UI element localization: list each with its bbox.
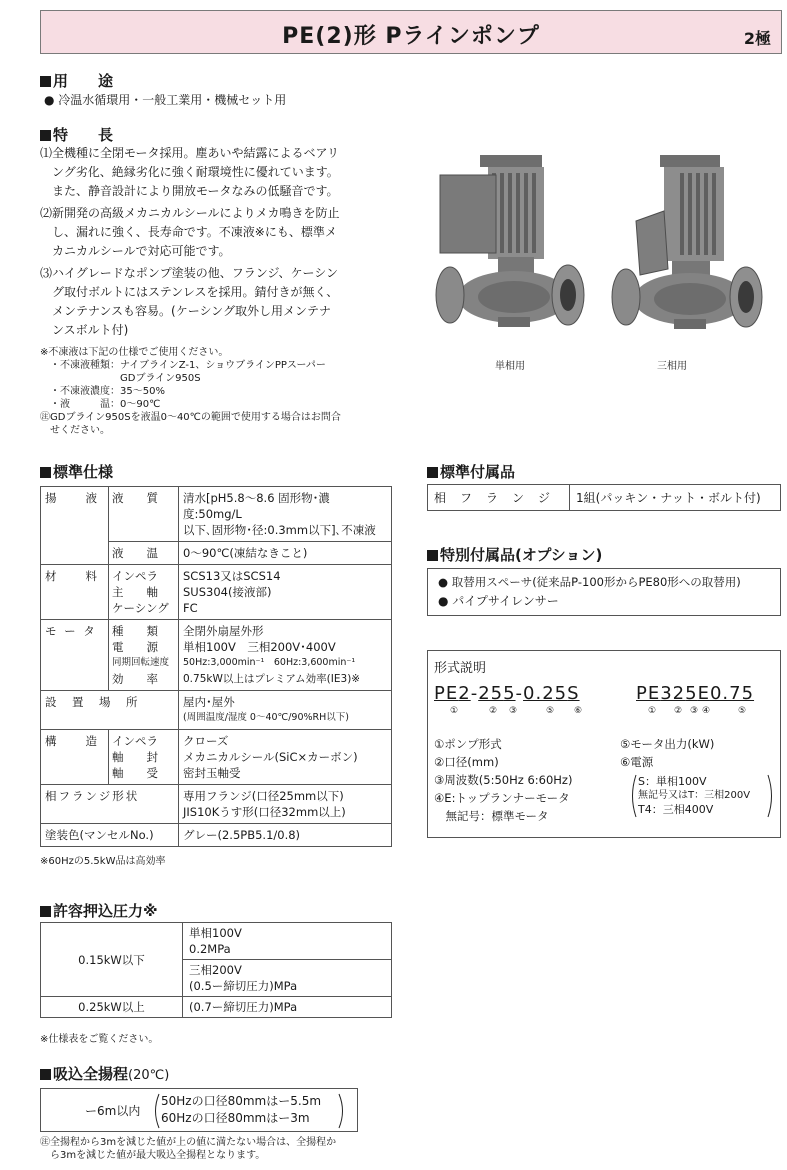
list-item: ● パイプサイレンサー bbox=[438, 594, 559, 608]
spec-cell: 0～90℃(凍結なきこと) bbox=[179, 542, 392, 565]
right-paren-icon bbox=[337, 1092, 347, 1130]
spec-cell: 設 置 場 所 bbox=[41, 691, 179, 730]
code-number: ⑥ bbox=[574, 706, 583, 716]
pressure-note: ※仕様表をご覧ください。 bbox=[40, 1034, 159, 1045]
spec-cell: 種 類 電 源 同期回転速度 効 率 bbox=[109, 620, 179, 691]
spec-cell: 塗装色(マンセルNo.) bbox=[41, 824, 179, 847]
right-paren-icon bbox=[766, 773, 776, 819]
spec-cell: 相フランジ形状 bbox=[41, 785, 179, 824]
model-legend-left: ①ポンプ形式 ②口径(mm) ③周波数(5:50Hz 6:60Hz) ④E:トップランナーモータ 無記号：標準モータ bbox=[434, 737, 573, 823]
spec-cell: 材 料 bbox=[41, 565, 109, 620]
pressure-cell: 0.25kW以上 bbox=[41, 997, 183, 1018]
pressure-cell: 0.15kW以下 bbox=[41, 923, 183, 997]
caption-three-phase: 三相用 bbox=[657, 361, 687, 372]
feature-item: ⑶ハイグレードなポンプ塗装の他、フランジ、ケーシン グ取付ボルトにはステンレスを採用。錆付きが無く、 メンテナンスも容易。(ケーシング取外し用メンテナ ンスボルト付) bbox=[40, 266, 339, 337]
spec-cell: SCS13又はSCS14 SUS304(接液部) FC bbox=[179, 565, 392, 620]
spec-cell: 清水[pH5.8～8.6 固形物･濃度:50mg/L 以下､固形物･径:0.3mm以下]､不凍液 bbox=[179, 487, 392, 542]
usage-text: ● 冷温水循環用・一般工業用・機械セット用 bbox=[44, 93, 287, 107]
spec-note: ※60Hzの5.5kW品は高効率 bbox=[40, 856, 166, 867]
suction-box bbox=[40, 1088, 358, 1132]
table-row bbox=[41, 730, 392, 785]
left-paren-icon bbox=[151, 1092, 161, 1130]
spec-cell: モ ー タ bbox=[41, 620, 109, 691]
spec-cell: 専用フランジ(口径25mm以下) JIS10Kうす形(口径32mm以上) bbox=[179, 785, 392, 824]
table-row bbox=[41, 923, 392, 960]
three-phase-pump-image bbox=[612, 155, 762, 329]
power-codes: S：単相100V 無記号又はT：三相200V T4：三相400V bbox=[638, 775, 751, 816]
spec-cell: 構 造 bbox=[41, 730, 109, 785]
pole-badge: 2極 bbox=[743, 29, 771, 48]
model-explanation-box bbox=[427, 650, 781, 838]
table-row bbox=[41, 824, 392, 847]
table-row bbox=[428, 485, 781, 511]
usage-heading: 用 途 bbox=[40, 70, 113, 91]
square-bullet-icon bbox=[427, 467, 438, 478]
spec-cell: 屋内･屋外 (周囲温度/湿度 0～40℃/90%RH以下) bbox=[179, 691, 392, 730]
pressure-cell: 三相200V (0.5ー締切圧力)MPa bbox=[183, 960, 392, 997]
antifreeze-notes: ※不凍液は下記の仕様でご使用ください。 ・不凍液種類：ナイブラインZ-1、ショウブラインPPスーパー GDブライン950S ・不凍液濃度：35～50% ・液 温：0～90℃ ㊟GDブライン950Sを液温0～40℃の範囲で使用する場合はお問合 せください。 bbox=[40, 347, 341, 436]
page-title: PE(2)形 Pラインポンプ bbox=[282, 24, 540, 49]
options-heading: 特別付属品(オプション) bbox=[427, 544, 602, 565]
spec-cell: 揚 液 bbox=[41, 487, 109, 565]
spec-heading: 標準仕様 bbox=[40, 461, 113, 482]
model-legend-right: ⑤モータ出力(kW) ⑥電源 bbox=[620, 737, 715, 769]
square-bullet-icon bbox=[40, 467, 51, 478]
feature-item: ⑵新開発の高級メカニカルシールによりメカ鳴きを防止 し、漏れに強く、長寿命です。不凍液※にも、標準メ カニカルシールで対応可能です。 bbox=[40, 206, 340, 258]
table-row bbox=[41, 785, 392, 824]
code-number: ④ bbox=[702, 706, 711, 716]
model-heading: 形式説明 bbox=[434, 661, 487, 676]
list-item: ● 取替用スペーサ(従来品P-100形からPE80形への取替用) bbox=[438, 575, 741, 589]
features-list bbox=[40, 144, 400, 340]
spec-cell: 液 質 bbox=[109, 487, 179, 542]
square-bullet-icon bbox=[40, 76, 51, 87]
code-number: ③ bbox=[509, 706, 518, 716]
table-row bbox=[41, 691, 392, 730]
spec-cell: 液 温 bbox=[109, 542, 179, 565]
table-row bbox=[41, 997, 392, 1018]
accessory-cell: 相 フ ラ ン ジ bbox=[428, 485, 570, 511]
suction-notes: ㊟全揚程から3mを減じた値が上の値に満たない場合は、全揚程か ら3mを減じた値が最大吸込全揚程となります。 bbox=[40, 1137, 337, 1161]
square-bullet-icon bbox=[40, 1069, 51, 1080]
suction-label: ー6m以内 bbox=[85, 1104, 141, 1118]
square-bullet-icon bbox=[40, 906, 51, 917]
model-code-example-1: PE2-255-0.25S bbox=[434, 683, 580, 704]
pressure-table bbox=[40, 922, 392, 1018]
table-row bbox=[41, 487, 392, 542]
pressure-cell: (0.7ー締切圧力)MPa bbox=[183, 997, 392, 1018]
square-bullet-icon bbox=[40, 130, 51, 141]
accessories-heading: 標準付属品 bbox=[427, 461, 515, 482]
square-bullet-icon bbox=[427, 550, 438, 561]
code-number: ⑤ bbox=[738, 706, 747, 716]
spec-table bbox=[40, 486, 392, 847]
code-number: ② bbox=[674, 706, 683, 716]
accessory-cell: 1組(パッキン・ナット・ボルト付) bbox=[570, 485, 781, 511]
pressure-heading: 許容押込圧力※ bbox=[40, 900, 158, 921]
suction-heading: 吸込全揚程(20℃) bbox=[40, 1063, 169, 1084]
pump-photo bbox=[428, 145, 782, 360]
caption-single-phase: 単相用 bbox=[495, 361, 525, 372]
spec-cell: インペラ 主 軸 ケーシング bbox=[109, 565, 179, 620]
table-row bbox=[41, 620, 392, 691]
code-number: ② bbox=[489, 706, 498, 716]
accessories-table bbox=[427, 484, 781, 511]
spec-cell: グレー(2.5PB5.1/0.8) bbox=[179, 824, 392, 847]
left-paren-icon bbox=[628, 773, 638, 819]
spec-cell: インペラ 軸 封 軸 受 bbox=[109, 730, 179, 785]
single-phase-pump-image bbox=[436, 155, 584, 327]
code-number: ⑤ bbox=[546, 706, 555, 716]
features-heading: 特 長 bbox=[40, 124, 113, 145]
feature-item: ⑴全機種に全閉モータ採用。塵あいや結露によるベアリ ング劣化、絶縁劣化に強く耐環境性に優れています。 また、静音設計により開放モータなみの低騒音です。 bbox=[40, 146, 340, 198]
page-header bbox=[40, 10, 782, 54]
suction-lines: 50Hzの口径80mmはー5.5m 60Hzの口径80mmはー3m bbox=[161, 1094, 322, 1125]
options-box bbox=[427, 568, 781, 616]
spec-cell: クローズ メカニカルシール(SiC×カーボン) 密封玉軸受 bbox=[179, 730, 392, 785]
table-row bbox=[41, 565, 392, 620]
code-number: ③ bbox=[690, 706, 699, 716]
code-number: ① bbox=[450, 706, 459, 716]
code-number: ① bbox=[648, 706, 657, 716]
spec-cell: 全閉外扇屋外形 単相100V 三相200V･400V 50Hz:3,000min⁻¹ 60Hz:3,600min⁻¹ 0.75kW以上はプレミアム効率(IE3)※ bbox=[179, 620, 392, 691]
model-code-example-2: PE325E0.75 bbox=[636, 683, 755, 704]
pressure-cell: 単相100V 0.2MPa bbox=[183, 923, 392, 960]
